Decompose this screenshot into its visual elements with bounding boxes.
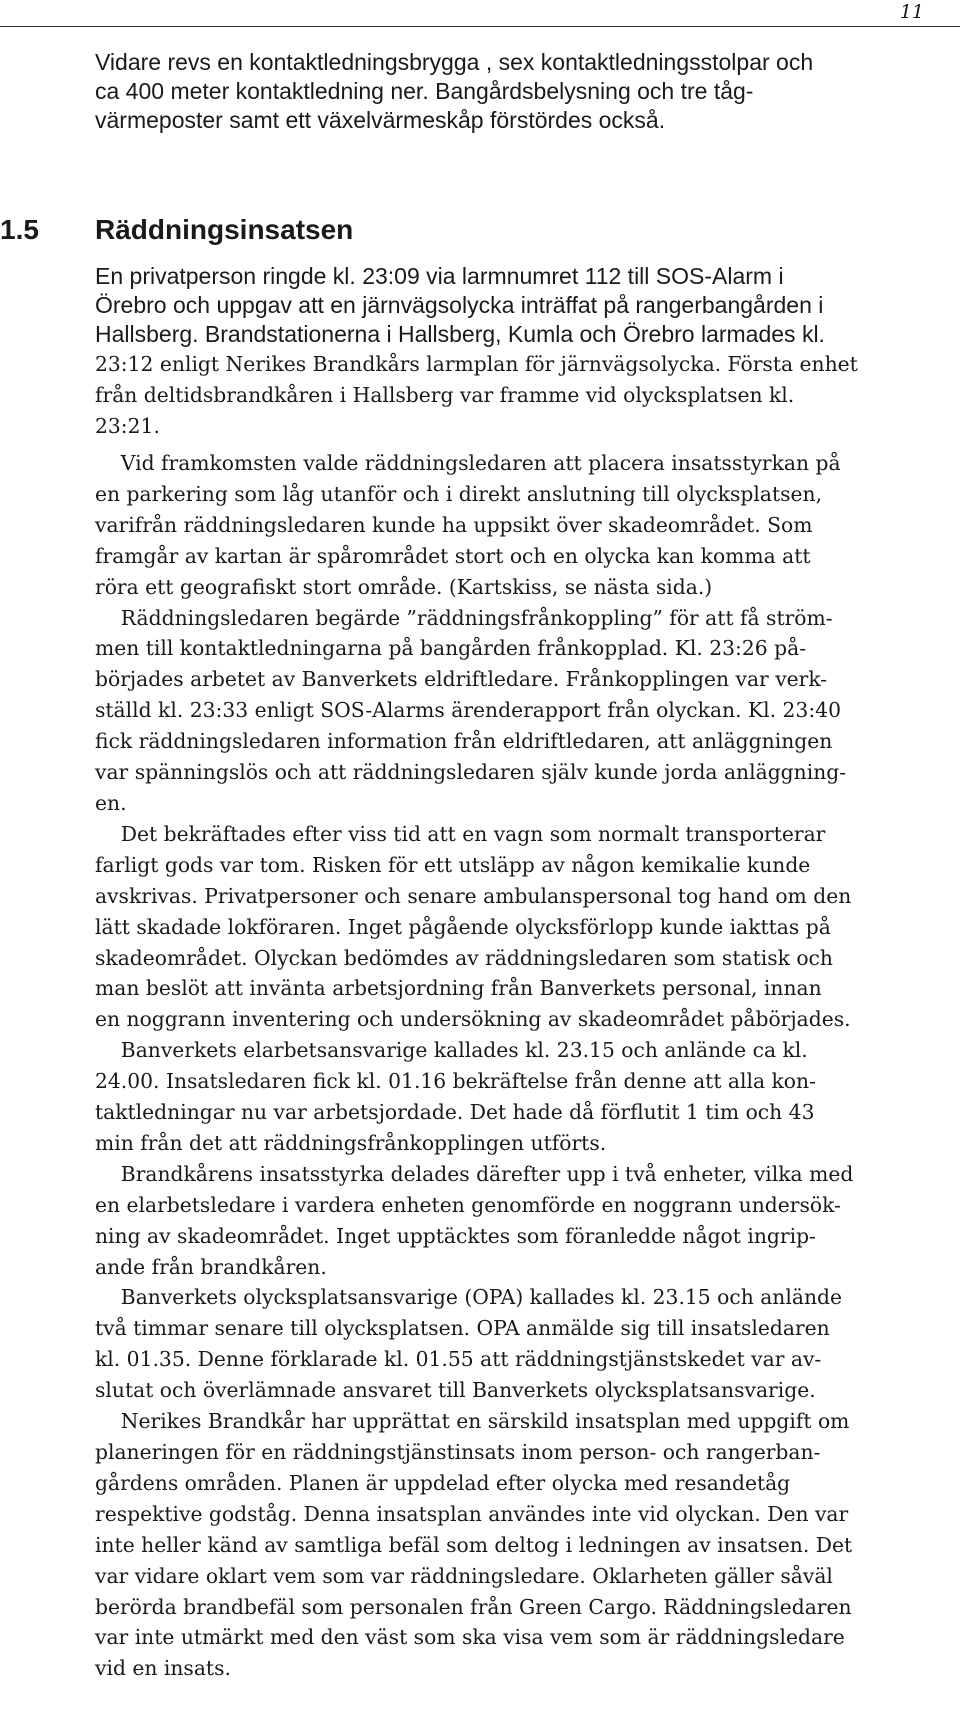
text-line: Vid framkomsten valde räddningsledaren att placera insatsstyrkan på: [95, 451, 841, 475]
text-line: skadeområdet. Olyckan bedömdes av räddningsledaren som statisk och: [95, 945, 833, 970]
text-line: avskrivas. Privatpersoner och senare ambulanspersonal tog hand om den: [95, 883, 852, 908]
text-line: respektive godståg. Denna insatsplan användes inte vid olyckan. Den var: [95, 1501, 849, 1526]
text-line: min från det att räddningsfrånkopplingen utförts.: [95, 1130, 607, 1155]
text-line: från deltidsbrandkåren i Hallsberg var framme vid olycksplatsen kl.: [95, 382, 795, 407]
text-line: Hallsberg. Brandstationerna i Hallsberg, Kumla och Örebro larmades kl.: [95, 321, 825, 347]
text-line: man beslöt att invänta arbetsjordning från Banverkets personal, innan: [95, 976, 822, 1001]
text-line: en parkering som låg utanför och i direkt anslutning till olycksplatsen,: [95, 481, 823, 506]
text-line: ning av skadeområdet. Inget upptäcktes som föranledde något ingrip-: [95, 1223, 816, 1248]
text-line: Vidare revs en kontaktledningsbrygga , sex kontaktledningsstolpar och: [95, 49, 814, 75]
text-line: en.: [95, 790, 127, 815]
text-line: gårdens områden. Planen är uppdelad efter olycka med resandetåg: [95, 1470, 791, 1495]
text-line: Örebro och uppgav att en järnvägsolycka inträffat på rangerbangården i: [95, 292, 824, 318]
text-line: ställd kl. 23:33 enligt SOS-Alarms ärenderapport från olyckan. Kl. 23:40: [95, 698, 841, 723]
paragraph-alarm: [95, 262, 955, 442]
text-line: var spänningslös och att räddningsledaren själv kunde jorda anläggning-: [95, 760, 847, 785]
text-line: var inte utmärkt med den väst som ska visa vem som är räddningsledare: [95, 1625, 845, 1650]
text-line: varifrån räddningsledaren kunde ha uppsikt över skadeområdet. Som: [95, 512, 813, 537]
text-line: slutat och överlämnade ansvaret till Banverkets olycksplatsansvarige.: [95, 1378, 816, 1403]
text-line: en noggrann inventering och undersökning av skadeområdet påbörjades.: [95, 1007, 851, 1032]
text-line: Brandkårens insatsstyrka delades därefter upp i två enheter, vilka med: [95, 1161, 854, 1186]
text-line: fick räddningsledaren information från eldriftledaren, att anläggningen: [95, 729, 833, 754]
text-line: taktledningar nu var arbetsjordade. Det hade då förflutit 1 tim och 43: [95, 1100, 815, 1125]
header-rule: [0, 26, 960, 27]
text-line: var vidare oklart vem som var räddningsledare. Oklarheten gäller såväl: [95, 1563, 833, 1588]
text-line: värmeposter samt ett växelvärmeskåp förstördes också.: [95, 107, 666, 133]
text-line: 23:21.: [95, 413, 160, 438]
text-line: två timmar senare till olycksplatsen. OPA anmälde sig till insatsledaren: [95, 1316, 830, 1341]
text-line: planeringen för en räddningstjänstinsats inom person- och rangerban-: [95, 1440, 821, 1464]
text-line: en elarbetsledare i vardera enheten genomförde en noggrann undersök-: [95, 1192, 841, 1217]
text-line: berörda brandbefäl som personalen från Green Cargo. Räddningsledaren: [95, 1594, 852, 1619]
text-line: röra ett geografiskt stort område. (Kartskiss, se nästa sida.): [95, 574, 713, 599]
body-text: [95, 448, 955, 1684]
text-line: vid en insats.: [95, 1656, 231, 1681]
section-heading: [0, 213, 353, 247]
text-line: Det bekräftades efter viss tid att en vagn som normalt transporterar: [95, 821, 826, 846]
text-line: börjades arbetet av Banverkets eldriftledare. Frånkopplingen var verk-: [95, 667, 828, 692]
text-line: Räddningsledaren begärde ”räddningsfrånkoppling” för att få ström-: [95, 605, 833, 630]
intro-paragraph: [95, 48, 955, 135]
section-number: 1.5: [0, 214, 39, 245]
text-line: En privatperson ringde kl. 23:09 via larmnumret 112 till SOS-Alarm i: [95, 263, 784, 289]
section-title: Räddningsinsatsen: [95, 214, 354, 245]
text-line: Banverkets elarbetsansvarige kallades kl. 23.15 och anlände ca kl.: [95, 1038, 808, 1063]
text-line: Banverkets olycksplatsansvarige (OPA) kallades kl. 23.15 och anlände: [95, 1285, 842, 1310]
text-line: framgår av kartan är spårområdet stort och en olycka kan komma att: [95, 543, 811, 568]
page-number: 11: [899, 1, 924, 23]
text-line: Nerikes Brandkår har upprättat en särskild insatsplan med uppgift om: [95, 1409, 850, 1434]
text-line: farligt gods var tom. Risken för ett utsläpp av någon kemikalie kunde: [95, 852, 811, 877]
text-line: 24.00. Insatsledaren fick kl. 01.16 bekräftelse från denne att alla kon-: [95, 1069, 816, 1094]
text-line: ande från brandkåren.: [95, 1254, 327, 1279]
text-line: ca 400 meter kontaktledning ner. Bangårdsbelysning och tre tåg-: [95, 78, 754, 104]
text-line: kl. 01.35. Denne förklarade kl. 01.55 att räddningstjänstskedet var av-: [95, 1347, 822, 1372]
text-line: men till kontaktledningarna på bangården frånkopplad. Kl. 23:26 på-: [95, 636, 807, 661]
text-line: inte heller känd av samtliga befäl som deltog i ledningen av insatsen. Det: [95, 1532, 853, 1557]
text-line: 23:12 enligt Nerikes Brandkårs larmplan för järnvägsolycka. Första enhet: [95, 352, 858, 376]
text-line: lätt skadade lokföraren. Inget pågående olycksförlopp kunde iakttas på: [95, 914, 831, 939]
